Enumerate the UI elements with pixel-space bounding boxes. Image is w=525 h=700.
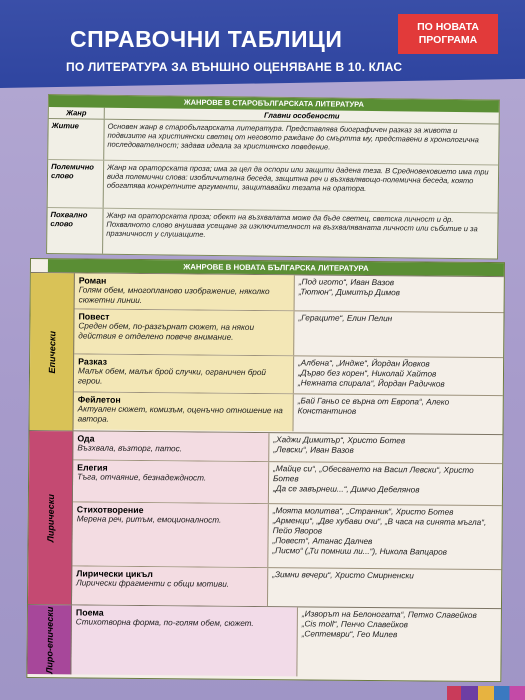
genre-examples: „Албена“, „Индже“, Йордан Йовков „Дърво без корен“, Николай Хайтов „Нежната спирала“, Йордан Радичков: [297, 358, 445, 389]
new-bulgarian-genres-table: [26, 258, 505, 682]
genre-examples: „Гераците“, Елин Пелин: [298, 313, 393, 324]
genre-name: Ода: [77, 433, 95, 444]
table-row: [75, 273, 504, 313]
genre-desc: Мерена реч, ритъм, емоционалност.: [76, 514, 222, 525]
genre-desc: Възхвала, възторг, патос.: [77, 443, 183, 454]
genre-examples: „Изворът на Белоногата“, Петко Славейков „Cis moll“, Пенчо Славейков „Септември“, Гео Милев: [301, 609, 477, 640]
group-label: [27, 605, 72, 674]
table-row: [48, 160, 499, 213]
genre-name: Повест: [78, 311, 110, 322]
page-subtitle: ПО ЛИТЕРАТУРА ЗА ВЪНШНО ОЦЕНЯВАНЕ В 10. КЛАС: [66, 60, 403, 74]
badge-line-2: ПРОГРАМА: [418, 34, 478, 46]
group-label-text: Лиро-епически: [43, 606, 55, 674]
table-row: [47, 208, 498, 258]
genre-name: Поема: [75, 607, 104, 618]
col-features-header: Главни особености: [263, 110, 340, 121]
group-lyric: [28, 430, 503, 608]
genre-examples: „Майце си“, „Обесването на Васил Левски“, Христо Ботев „Да се завърнеш...“, Димчо Дебелянов: [272, 464, 474, 495]
features-cell: Жанр на ораторската проза; обект на възхвалата може да бъде светец, светска личност и др. Похвалното слово внушава усещане за изключителност на възхваляваната личност или събитие и за празничност у слушащите.: [106, 210, 478, 240]
old-bulgarian-genres-table: [46, 94, 500, 260]
group-label-text: Епически: [46, 330, 57, 373]
genre-name: Лирически цикъл: [76, 568, 153, 580]
colored-page-tabs: [447, 686, 525, 700]
genre-examples: „Бай Ганьо се върна от Европа“, Алеко Константинов: [297, 396, 450, 416]
col-genre-header: Жанр: [49, 107, 105, 119]
genre-name: Фейлетон: [77, 394, 121, 405]
genre-desc: Актуален сюжет, комизъм, оценъчно отношение на автора.: [77, 404, 283, 424]
table-row: [71, 605, 501, 678]
features-cell: Основен жанр в старобългарската литература. Представлява биографичен разказ за живота и подвизите на християнски светец от неговото раждане до смъртта му, представени в хронологична последователност; задава идеала за християнско поведение.: [107, 121, 479, 152]
table-row: [73, 431, 502, 464]
group-label: [28, 431, 74, 604]
genre-name: Стихотворение: [76, 504, 144, 516]
table-row: [74, 354, 503, 396]
table-row: [48, 119, 498, 165]
table2-heading: ЖАНРОВЕ В НОВАТА БЪЛГАРСКА ЛИТЕРАТУРА: [48, 259, 504, 276]
program-badge: [398, 14, 498, 54]
genre-examples: „Моята молитва“, „Странник“, Христо Ботев „Арменци“, „Две хубави очи“, „В часа на синята мъгла“, Пейо Яворов „Повест“, Атанас Далчев „Писмо“ („Ти помниш ли...“), Никола Вапцаров: [272, 506, 487, 557]
genre-name: Елегия: [77, 462, 108, 473]
genre-desc: Голям обем, многопланово изображение, няколко сюжетни линии.: [78, 285, 270, 305]
badge-line-1: ПО НОВАТА: [417, 21, 479, 33]
group-lyro-epic: [27, 604, 501, 678]
table-row: [74, 309, 503, 358]
genre-examples: „Хаджи Димитър“, Христо Ботев „Левски“, Иван Вазов: [273, 435, 406, 455]
genre-cell: Похвално слово: [47, 208, 104, 254]
genre-desc: Лирически фрагменти с общи мотиви.: [76, 578, 230, 589]
features-cell: Жанр на ораторската проза; има за цел да оспори или защити дадена теза. В Средновековието има три вида полемични слова: изобличителна беседа, защитна реч и възхвалявощо-полемична беседа, която обогатява конкретните аргументи, защитавайки тезата на оратора.: [106, 162, 489, 194]
group-label: [29, 273, 74, 430]
genre-examples: „Зимни вечери“, Христо Смирненски: [272, 570, 414, 581]
genre-examples: „Под игото“, Иван Вазов „Тютюн“, Димитър Димов: [298, 277, 401, 298]
group-label-text: Лирически: [45, 493, 56, 542]
table-row: [72, 502, 502, 570]
genre-name: Роман: [78, 275, 107, 286]
group-epic: [29, 272, 503, 434]
genre-desc: Стихотворна форма, по-голям обем, сюжет.: [75, 617, 254, 628]
genre-desc: Тъга, отчаяние, безнадеждност.: [77, 472, 207, 483]
table-row: [72, 566, 501, 608]
genre-desc: Среден обем, по-разгърнат сюжет, на някои действия е отделено повече внимание.: [78, 321, 255, 342]
table-row: [73, 460, 502, 506]
page-title: СПРАВОЧНИ ТАБЛИЦИ: [70, 26, 343, 52]
table-row: [74, 392, 503, 433]
genre-name: Разказ: [78, 356, 108, 367]
genre-desc: Малък обем, малък брой случки, ограничен брой герои.: [77, 366, 267, 386]
table1-heading: ЖАНРОВЕ В СТАРОБЪЛГАРСКАТА ЛИТЕРАТУРА: [49, 95, 499, 112]
genre-cell: Полемично слово: [48, 160, 105, 208]
genre-cell: Житие: [48, 119, 104, 160]
